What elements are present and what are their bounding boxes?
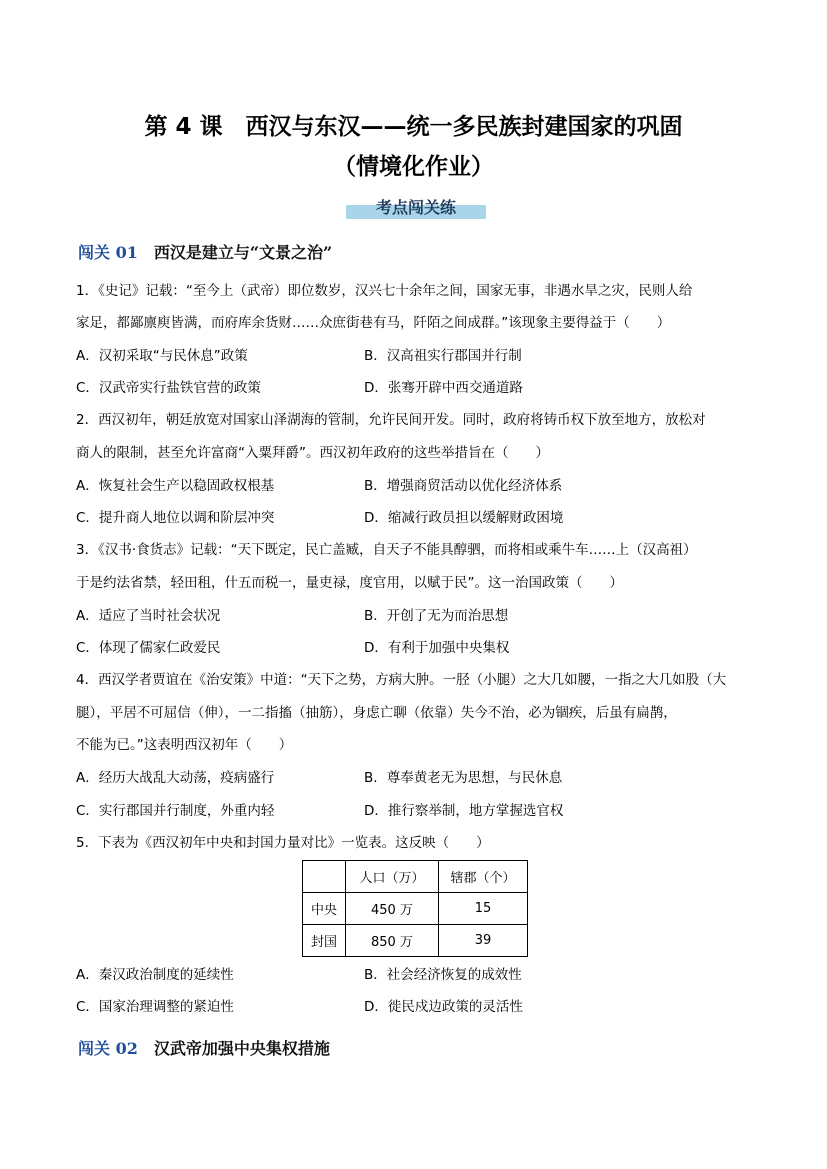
question-1-option-b: B．汉高祖实行郡国并行制 (364, 348, 522, 364)
table-cell: 中央 (303, 893, 346, 925)
question-1-option-a: A．汉初采取“与民休息”政策 (76, 348, 248, 364)
section-name: 西汉是建立与“文景之治” (153, 243, 333, 262)
question-4-option-b: B．尊奉黄老无为思想，与民休息 (364, 770, 563, 786)
section-name: 汉武帝加强中央集权措施 (153, 1039, 330, 1058)
page-title: 第 4 课 西汉与东汉——统一多民族封建国家的巩固 (144, 114, 683, 140)
question-3-option-a: A．适应了当时社会状况 (76, 608, 221, 624)
question-5-line-1: 5．下表为《西汉初年中央和封国力量对比》一览表。这反映（ ） (76, 835, 490, 851)
table-cell: 39 (439, 925, 528, 957)
question-4-line-2: 腿），平居不可屈信（伸），一二指搐（抽筋），身虑亡聊（依靠）失今不治，必为锢疾，后虽有扁鹊， (76, 705, 677, 721)
table-header-cell: 人口（万） (346, 861, 439, 893)
question-5-option-c: C．国家治理调整的紧迫性 (76, 999, 234, 1015)
table-cell: 15 (439, 893, 528, 925)
question-5-option-b: B．社会经济恢复的成效性 (364, 967, 522, 983)
question-2-line-2: 商人的限制，甚至允许富商“入粟拜爵”。西汉初年政府的这些举措旨在（ ） (76, 445, 549, 461)
question-3-option-d: D．有利于加强中央集权 (364, 640, 510, 656)
table-header-row (303, 861, 528, 893)
question-5-option-a: A．秦汉政治制度的延续性 (76, 967, 234, 983)
section-code: 闯关 01 (78, 243, 138, 262)
question-4-option-a: A．经历大战乱大动荡，疫病盛行 (76, 770, 275, 786)
table-row (303, 925, 528, 957)
section-banner (346, 195, 486, 222)
question-3-option-b: B．开创了无为而治思想 (364, 608, 509, 624)
question-2-option-b: B．增强商贸活动以优化经济体系 (364, 478, 563, 494)
question-2-option-a: A．恢复社会生产以稳固政权根基 (76, 478, 275, 494)
banner-text: 考点闯关练 (375, 198, 456, 217)
question-1-line-1: 1．《史记》记载：“至今上（武帝）即位数岁，汉兴七十余年之间，国家无事，非遇水旱之灾，民则人给 (76, 283, 693, 299)
question-2-line-1: 2．西汉初年，朝廷放宽对国家山泽湖海的管制，允许民间开发。同时，政府将铸币权下放至地方，放松对 (76, 412, 706, 428)
question-3-line-1: 3．《汉书·食货志》记载：“天下既定，民亡盖臧，自天子不能具醇驷，而将相或乘牛车……上（汉高祖） (76, 542, 697, 558)
table-cell: 450 万 (346, 893, 439, 925)
table-cell: 封国 (303, 925, 346, 957)
question-2-option-c: C．提升商人地位以调和阶层冲突 (76, 510, 275, 526)
comparison-table (302, 860, 528, 957)
question-3-option-c: C．体现了儒家仁政爱民 (76, 640, 221, 656)
question-4-line-1: 4．西汉学者贾谊在《治安策》中道：“天下之势，方病大肿。一胫（小腿）之大几如腰，一指之大几如股（大 (76, 672, 727, 688)
section-heading-1 (78, 240, 332, 263)
page-subtitle: （情境化作业） (333, 154, 494, 180)
question-3-line-2: 于是约法省禁，轻田租，什五而税一，量吏禄，度官用，以赋于民”。这一治国政策（ ） (76, 575, 623, 591)
section-heading-2 (78, 1036, 330, 1059)
question-1-line-2: 家足，都鄙廪庾皆满，而府库余货财……众庶街巷有马，阡陌之间成群。”该现象主要得益于（ ） (76, 315, 671, 331)
question-4-option-c: C．实行郡国并行制度，外重内轻 (76, 803, 275, 819)
table-cell: 850 万 (346, 925, 439, 957)
question-4-line-3: 不能为已。”这表明西汉初年（ ） (76, 737, 293, 753)
table-header-cell: 辖郡（个） (439, 861, 528, 893)
table-row (303, 893, 528, 925)
question-1-option-d: D．张骞开辟中西交通道路 (364, 380, 523, 396)
section-code: 闯关 02 (78, 1039, 138, 1058)
question-2-option-d: D．缩减行政员担以缓解财政困境 (364, 510, 564, 526)
question-1-option-c: C．汉武帝实行盐铁官营的政策 (76, 380, 261, 396)
question-4-option-d: D．推行察举制，地方掌握选官权 (364, 803, 564, 819)
table-header-cell (303, 861, 346, 893)
question-5-option-d: D．徙民戍边政策的灵活性 (364, 999, 523, 1015)
